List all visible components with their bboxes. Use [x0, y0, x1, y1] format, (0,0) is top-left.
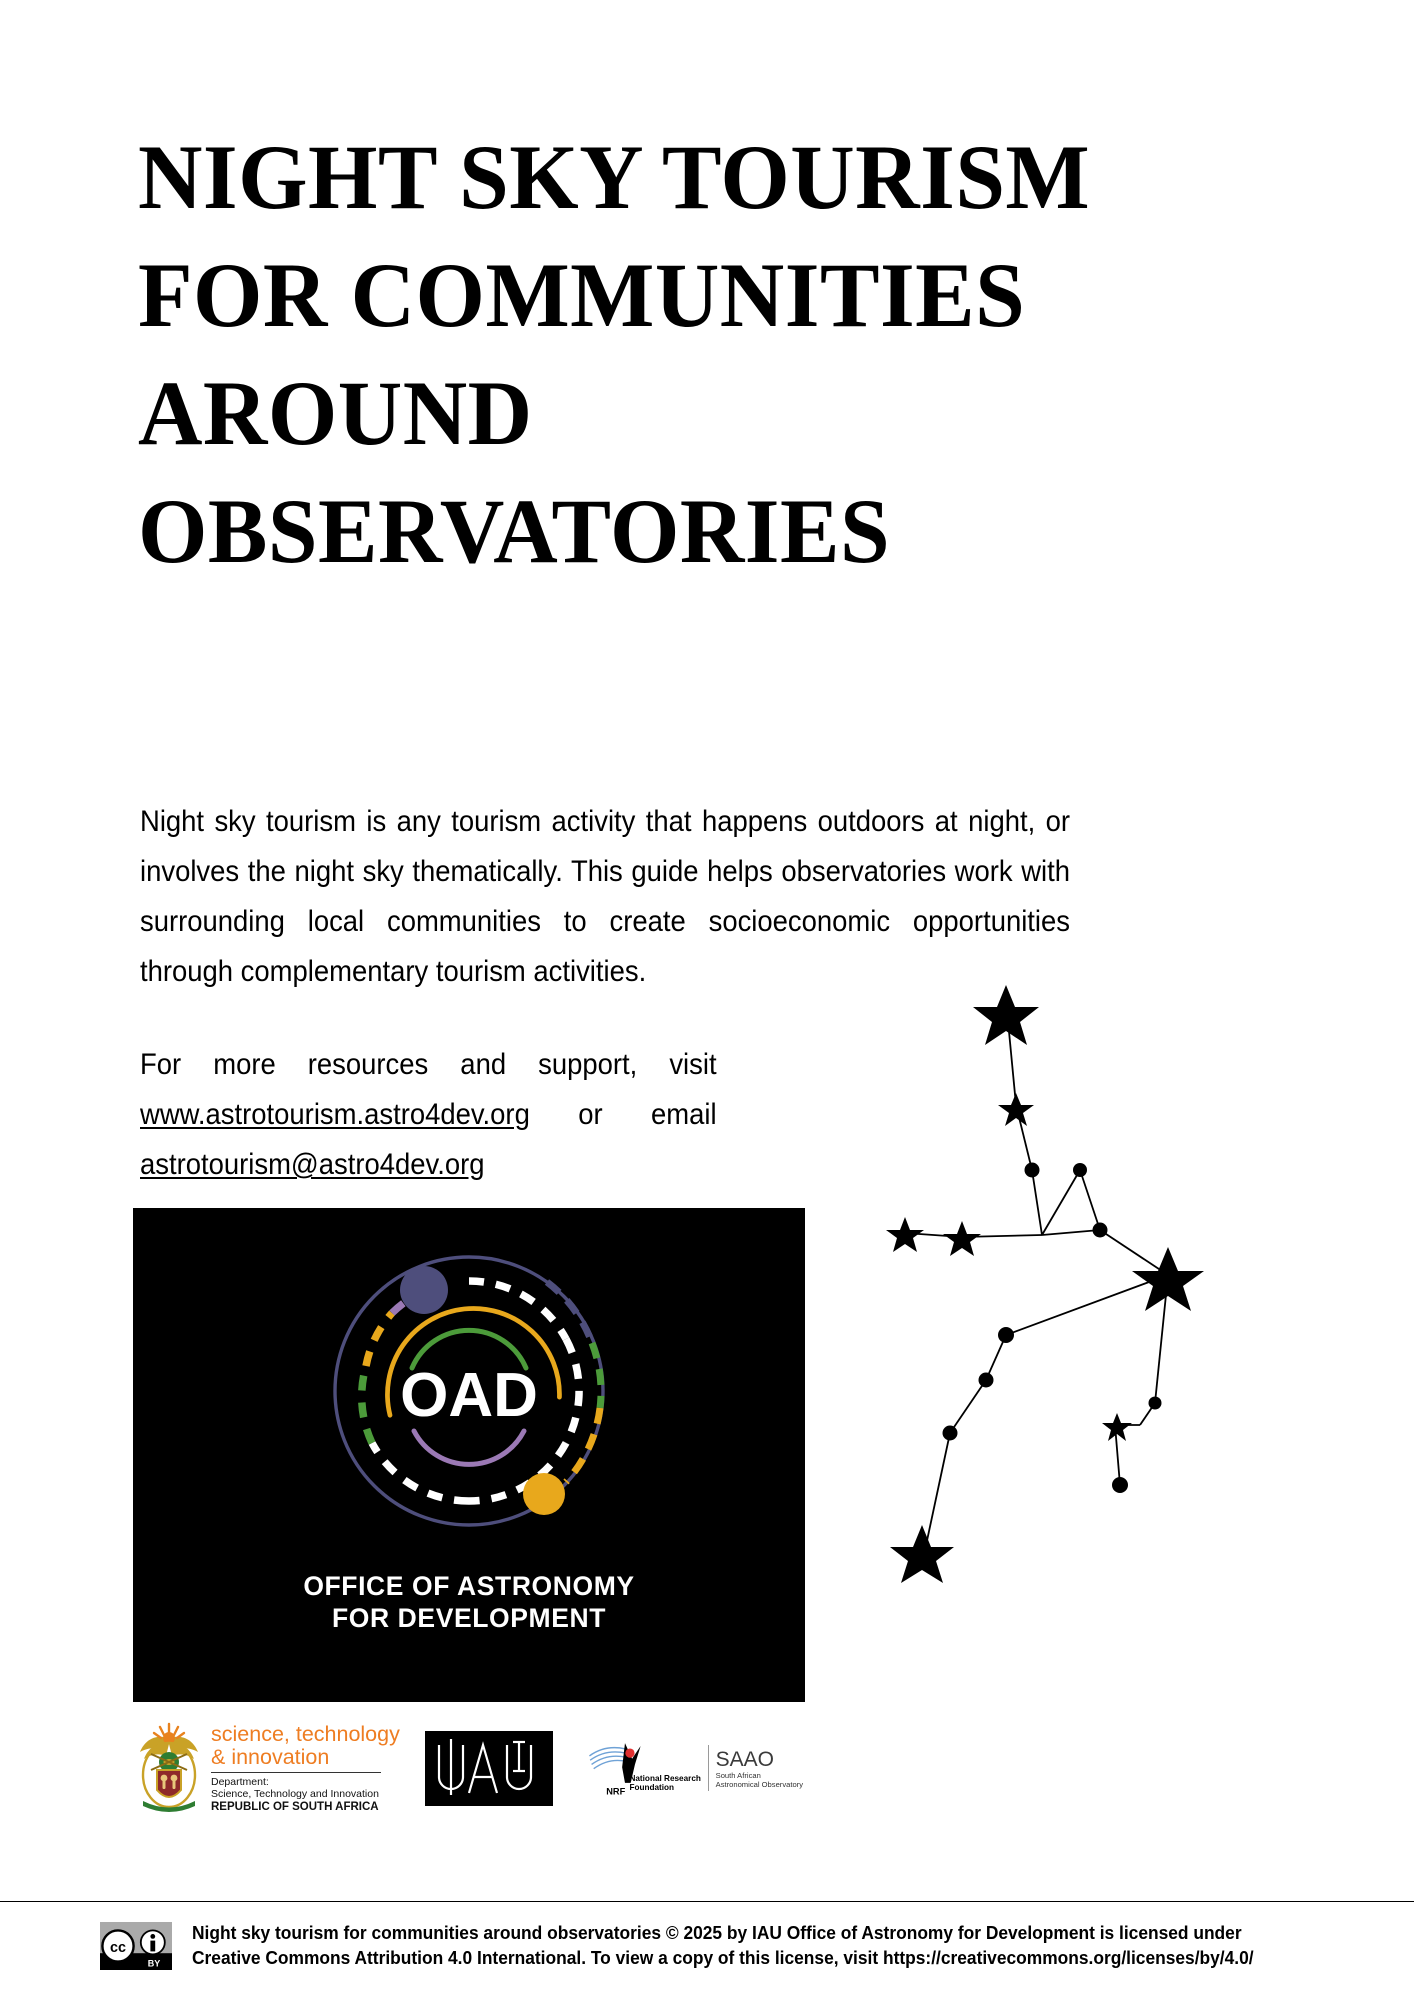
star-large-right: [1132, 1247, 1204, 1311]
partner-logos-row: [133, 1712, 805, 1824]
title-line-4: OBSERVATORIES: [138, 480, 891, 582]
dsi-headline-line-1: science, technology: [211, 1721, 400, 1746]
nrf-abbrev: NRF: [606, 1786, 626, 1797]
star-small-upper: [998, 1093, 1034, 1126]
footer-divider: [0, 1901, 1414, 1902]
star-dot-1: [1025, 1163, 1040, 1178]
dsi-sub-line-3: REPUBLIC OF SOUTH AFRICA: [211, 1800, 379, 1813]
partner-logo-nrf-saao: [588, 1712, 803, 1824]
constellation-illustration: [810, 985, 1310, 1705]
star-small-center: [943, 1221, 981, 1256]
title-line-3: AROUND: [138, 362, 533, 464]
saao-sub-line-1: South African: [715, 1771, 761, 1780]
dsi-sub-line-2: Science, Technology and Innovation: [211, 1788, 379, 1801]
oad-caption-line-1: OFFICE OF ASTRONOMY: [303, 1571, 635, 1601]
star-dot-5: [979, 1373, 994, 1388]
title-line-2: FOR COMMUNITIES: [138, 244, 1026, 346]
star-large-bottom: [890, 1525, 954, 1583]
footer-line-1: Night sky tourism for communities around observatories © 2025 by IAU Office of Astronomy for Development is licensed under: [192, 1922, 1242, 1943]
oad-purple-arc: [414, 1431, 524, 1464]
page-title: [138, 118, 1278, 590]
footer-license-text: [192, 1920, 1254, 1970]
intro-paragraph: Night sky tourism is any tourism activity that happens outdoors at night, or involves the night sky thematically. This guide helps observatories work with surrounding local communities to create socioeconomic opportunities through complementary tourism activities.: [140, 805, 1070, 988]
south-africa-coat-of-arms-icon: [133, 1718, 205, 1818]
partner-logo-dsi: [133, 1712, 403, 1824]
constellation-stars: [886, 985, 1204, 1583]
star-large-top: [973, 985, 1039, 1045]
oad-planet-purple: [400, 1266, 448, 1314]
dsi-divider: [211, 1772, 381, 1773]
footer-line-2: Creative Commons Attribution 4.0 International. To view a copy of this license, visit https://creativecommons.org/licenses/by/4.0/: [192, 1947, 1254, 1968]
contact-lead-text: For more resources and support, visit: [140, 1048, 717, 1081]
star-dot-6: [943, 1426, 958, 1441]
star-dot-2: [1073, 1163, 1087, 1177]
star-dot-3: [1093, 1223, 1108, 1238]
saao-wordmark: SAAO: [715, 1748, 774, 1771]
website-link[interactable]: www.astrotourism.astro4dev.org: [140, 1098, 530, 1131]
nrf-saao-divider: [708, 1745, 709, 1791]
star-dot-4: [998, 1327, 1014, 1343]
star-dot-7: [1149, 1397, 1162, 1410]
cc-by-text: BY: [147, 1958, 161, 1969]
star-dot-8: [1112, 1477, 1128, 1493]
oad-logo-card: [133, 1208, 805, 1702]
iau-wordmark-icon: [425, 1731, 553, 1806]
nrf-name-line-2: Foundation: [629, 1783, 675, 1792]
contact-conjunction: or email: [529, 1098, 717, 1131]
title-line-1: NIGHT SKY TOURISM: [138, 126, 1091, 228]
saao-sub-line-2: Astronomical Observatory: [715, 1780, 803, 1789]
dsi-sub-line-1: Department:: [211, 1775, 269, 1788]
oad-outer-dashes: [547, 1282, 601, 1482]
oad-wordmark: OAD: [400, 1361, 538, 1430]
oad-planet-orange: [523, 1473, 565, 1515]
oad-caption-line-2: FOR DEVELOPMENT: [331, 1603, 606, 1633]
oad-caption: [133, 1570, 805, 1634]
dsi-headline-line-2: & innovation: [211, 1744, 330, 1769]
contact-paragraph: [140, 1040, 717, 1190]
partner-logo-iau: [425, 1712, 560, 1824]
email-link[interactable]: astrotourism@astro4dev.org: [140, 1148, 485, 1181]
cc-mark-text: cc: [109, 1940, 127, 1956]
constellation-lines: [905, 985, 1168, 1550]
footer: [100, 1920, 1330, 1970]
creative-commons-by-badge-icon: [100, 1922, 172, 1970]
oad-logo-mark: [304, 1226, 634, 1556]
nrf-emblem-icon: [588, 1725, 643, 1811]
star-small-lower-right: [1102, 1413, 1132, 1441]
nrf-name-line-1: National Research: [629, 1773, 701, 1783]
